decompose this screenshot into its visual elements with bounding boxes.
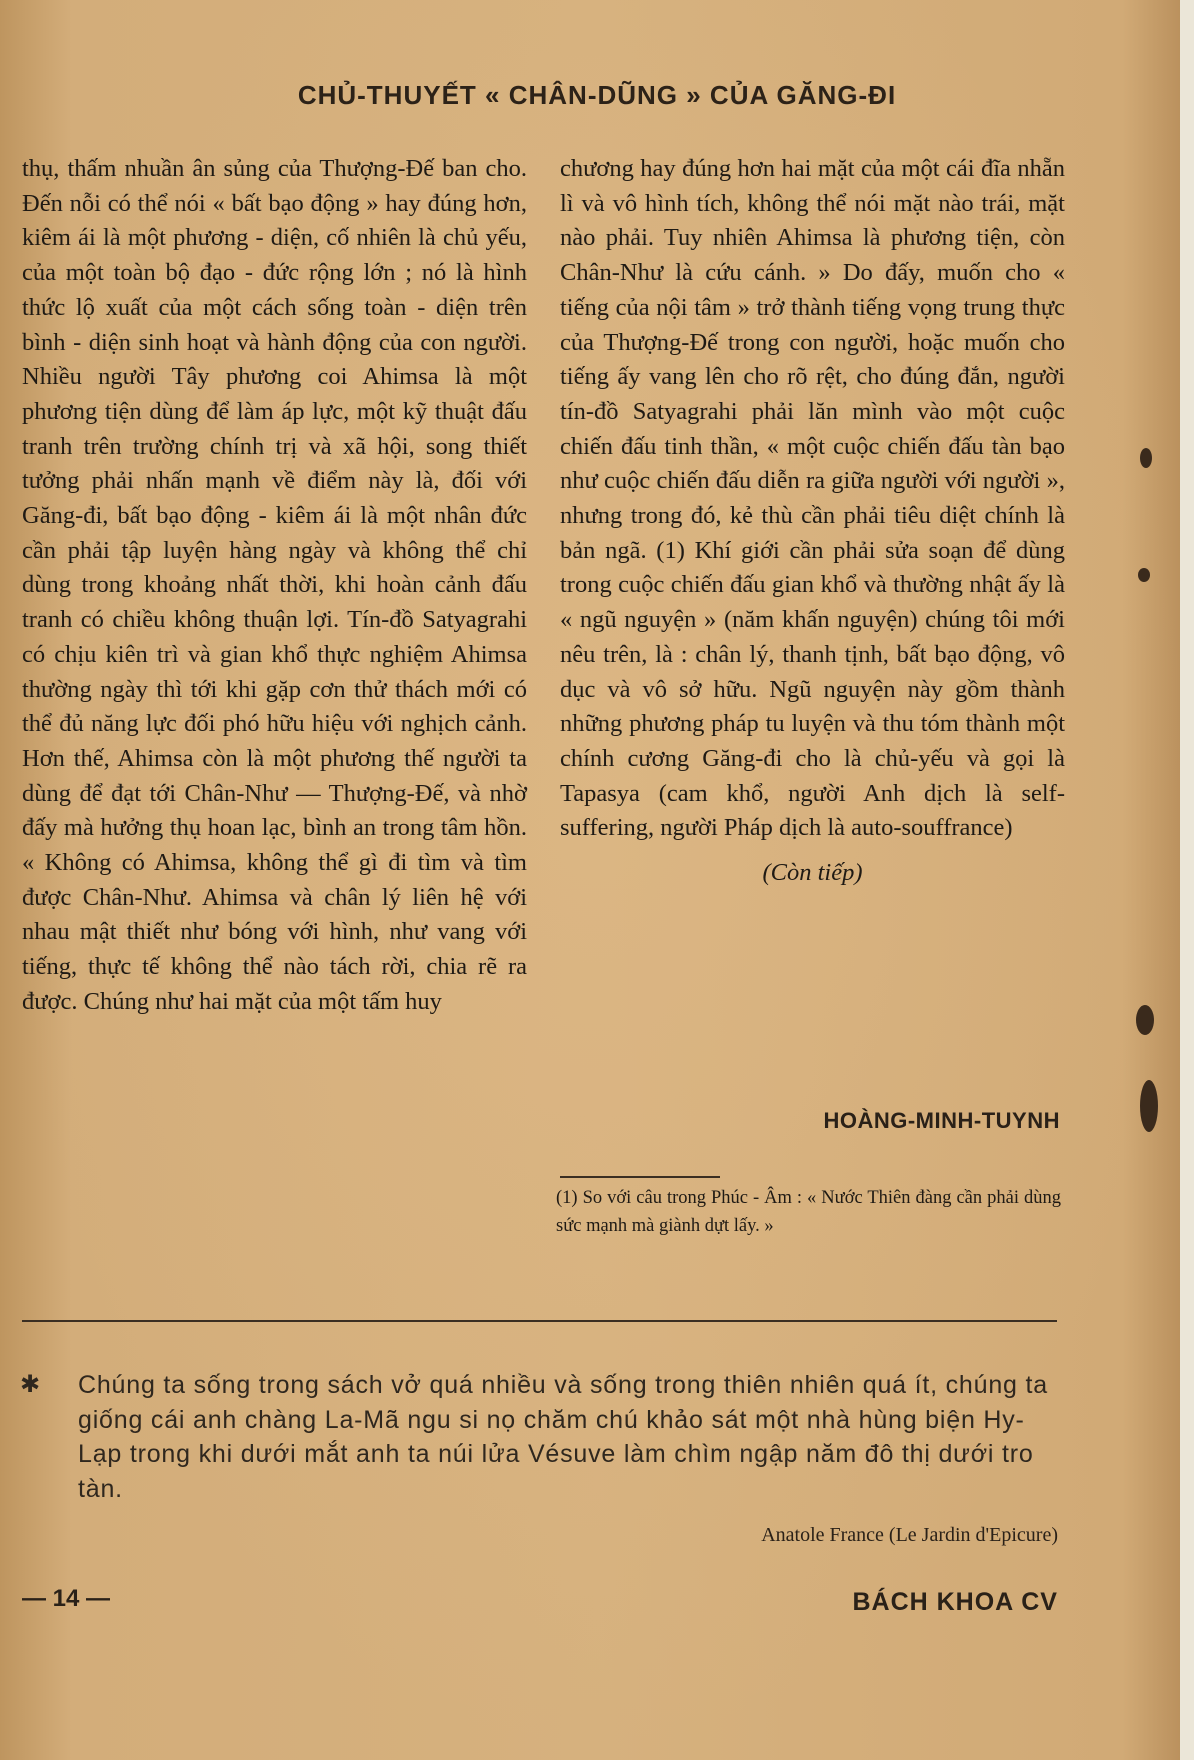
author-name: HOÀNG-MINH-TUYNH — [823, 1108, 1060, 1133]
left-column-text: thụ, thấm nhuần ân sủng của Thượng-Đế ban cho. Đến nỗi có thể nói « bất bạo động » hay đúng hơn, kiêm ái là một phương - diện, cố nhiên là chủ yếu, của một toàn bộ đạo - đức rộng lớn ; nó là hình thức lộ xuất của một cách sống toàn - diện trên bình - diện sinh hoạt và hành động của con người. Nhiều người Tây phương coi Ahimsa là một phương tiện dùng để làm áp lực, một kỹ thuật đấu tranh trên trường chính trị và xã hội, song thiết tưởng phải nhấn mạnh về điểm này là, đối với Găng-đi, bất bạo động - kiêm ái là một nhân đức cần phải tập luyện hàng ngày và không thể chỉ dùng trong khoảng nhất thời, khi hoàn cảnh đấu tranh có chiều không thuận lợi. Tín-đồ Satyagrahi có chịu kiên trì và gian khổ thực nghiệm Ahimsa thường ngày thì tới khi gặp cơn thử thách mới có thể đủ năng lực đối phó hữu hiệu với nghịch cảnh. Hơn thế, Ahimsa còn là một phương thế người ta dùng để đạt tới Chân-Như — Thượng-Đế, và nhờ đấy mà hưởng thụ hoan lạc, bình an trong tâm hồn. « Không có Ahimsa, không thể gì đi tìm và tìm được Chân-Như. Ahimsa và chân lý liên hệ với nhau mật thiết như bóng với hình, như vang với tiếng, thực tế không thể nào tách rời, chia rẽ ra được. Chúng như hai mặt của một tấm huy — [22, 155, 527, 1015]
ink-spot — [1140, 1080, 1158, 1132]
page-number: — 14 — — [22, 1585, 111, 1612]
ink-spot — [1136, 1005, 1154, 1035]
footnote-text: (1) So với câu trong Phúc - Âm : « Nước Thiên đàng cần phải dùng sức mạnh mà giành dựt lấy. » — [556, 1188, 1061, 1236]
right-column-text: chương hay đúng hơn hai mặt của một cái đĩa nhẵn lì và vô hình tích, không thể nói mặt nào trái, mặt nào phải. Tuy nhiên Ahimsa là phương tiện, còn Chân-Như là cứu cánh. » Do đấy, muốn cho « tiếng của nội tâm » trở thành tiếng vọng trung thực của Thượng-Đế trong con người, hoặc muốn cho tiếng ấy vang lên cho rõ rệt, cho đúng đắn, người tín-đồ Satyagrahi phải lăn mình vào một cuộc chiến đấu tinh thần, « một cuộc chiến đấu tàn bạo như cuộc chiến đấu diễn ra giữa người với người », nhưng trong đó, kẻ thù cần phải tiêu diệt chính là bản ngã. (1) Khí giới cần phải sửa soạn để dùng trong cuộc chiến đấu gian khổ và thường nhật ấy là « ngũ nguyện » (năm khấn nguyện) chúng tôi mới nêu trên, là : chân lý, thanh tịnh, bất bạo động, vô dục và vô sở hữu. Ngũ nguyện này gồm thành những phương pháp tu luyện và thu tóm thành một chính cương Găng-đi cho là chủ-yếu và gọi là Tapasya (cam khổ, người Anh dịch là self-suffering, người Pháp dịch là auto-souffrance) — [560, 155, 1065, 842]
quote-attribution: Anatole France (Le Jardin d'Epicure) — [761, 1524, 1058, 1546]
section-divider — [22, 1320, 1057, 1322]
running-head: CHỦ-THUYẾT « CHÂN-DŨNG » CỦA GĂNG-ĐI — [297, 80, 897, 110]
ink-spot — [1138, 568, 1150, 582]
journal-name: BÁCH KHOA CV — [852, 1588, 1058, 1616]
to-be-continued: (Còn tiếp) — [762, 859, 863, 887]
footnote — [556, 1184, 1061, 1240]
footnote-rule — [560, 1176, 720, 1178]
ink-spot — [1140, 448, 1152, 468]
quote-text: Chúng ta sống trong sách vở quá nhiều và sống trong thiên nhiên quá ít, chúng ta giống cái anh chàng La-Mã ngu si nọ chăm chú khảo sát một nhà hùng biện Hy-Lạp trong khi dưới mắt anh ta núi lửa Vésuve làm chìm ngập năm đô thị dưới tro tàn. — [78, 1371, 1048, 1503]
left-column — [22, 152, 527, 1020]
star-icon: ✱ — [20, 1371, 41, 1398]
right-column — [560, 152, 1065, 891]
quote-box — [20, 1368, 1060, 1506]
page-edge — [1180, 0, 1194, 1760]
